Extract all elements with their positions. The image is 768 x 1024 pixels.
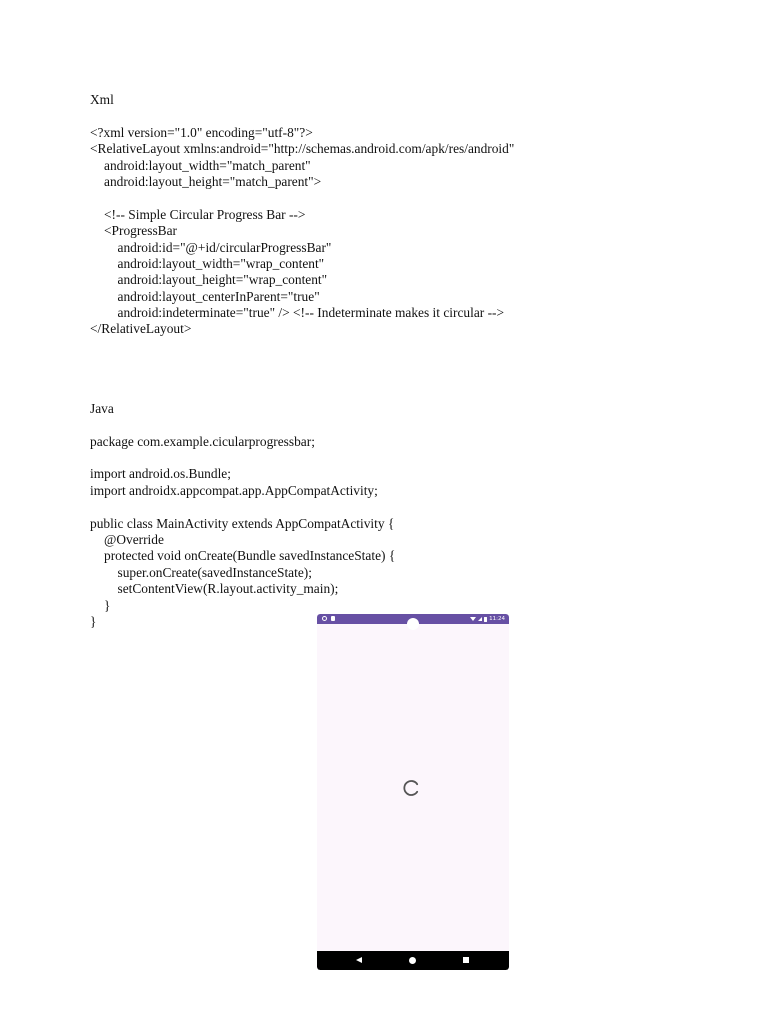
circular-progress-spinner-icon bbox=[403, 779, 421, 797]
java-line: package com.example.cicularprogressbar; bbox=[90, 433, 315, 449]
java-line: setContentView(R.layout.activity_main); bbox=[117, 581, 339, 597]
java-line: import android.os.Bundle; bbox=[90, 466, 231, 482]
java-line: @Override bbox=[104, 531, 164, 547]
java-line: } bbox=[104, 597, 111, 613]
xml-line: android:layout_centerInParent="true" bbox=[117, 288, 320, 304]
section-gap bbox=[90, 338, 690, 401]
xml-line: android:layout_height="wrap_content" bbox=[117, 272, 328, 288]
spacer bbox=[90, 190, 690, 206]
xml-line: android:indeterminate="true" /> <!-- Indeterminate makes it circular --> bbox=[117, 305, 505, 321]
xml-line: <RelativeLayout xmlns:android="http://schemas.android.com/apk/res/android" bbox=[90, 141, 515, 157]
java-heading: Java bbox=[90, 400, 114, 416]
xml-line: android:id="@+id/circularProgressBar" bbox=[117, 239, 332, 255]
recents-icon[interactable] bbox=[463, 957, 469, 963]
xml-line: android:layout_width="wrap_content" bbox=[117, 255, 325, 271]
home-icon[interactable] bbox=[409, 957, 416, 964]
xml-line: <!-- Simple Circular Progress Bar --> bbox=[104, 206, 306, 222]
code-document bbox=[90, 92, 690, 630]
xml-line: </RelativeLayout> bbox=[90, 321, 192, 337]
status-left-icons bbox=[322, 616, 335, 621]
xml-line: android:layout_height="match_parent"> bbox=[104, 173, 322, 189]
status-right-icons bbox=[470, 615, 505, 623]
back-icon[interactable] bbox=[356, 957, 362, 963]
spacer bbox=[90, 108, 690, 124]
xml-line: <ProgressBar bbox=[104, 223, 178, 239]
spacer bbox=[90, 417, 690, 433]
settings-dot-icon bbox=[322, 616, 327, 621]
spacer bbox=[90, 499, 690, 515]
spacer bbox=[90, 450, 690, 466]
xml-line: android:layout_width="match_parent" bbox=[104, 157, 311, 173]
java-line: import androidx.appcompat.app.AppCompatActivity; bbox=[90, 482, 378, 498]
camera-cutout bbox=[407, 618, 419, 630]
java-line: public class MainActivity extends AppCompatActivity { bbox=[90, 515, 395, 531]
status-time: 11:24 bbox=[489, 616, 505, 622]
wifi-icon bbox=[470, 617, 476, 621]
battery-icon bbox=[484, 617, 487, 622]
phone-screenshot bbox=[317, 614, 509, 970]
java-line: protected void onCreate(Bundle savedInstanceState) { bbox=[104, 548, 396, 564]
signal-icon bbox=[478, 617, 482, 621]
xml-heading: Xml bbox=[90, 92, 114, 107]
navigation-bar bbox=[317, 951, 509, 970]
java-line: } bbox=[90, 613, 97, 629]
sim-icon bbox=[331, 616, 335, 621]
java-line: super.onCreate(savedInstanceState); bbox=[117, 564, 312, 580]
xml-line: <?xml version="1.0" encoding="utf-8"?> bbox=[90, 124, 313, 140]
